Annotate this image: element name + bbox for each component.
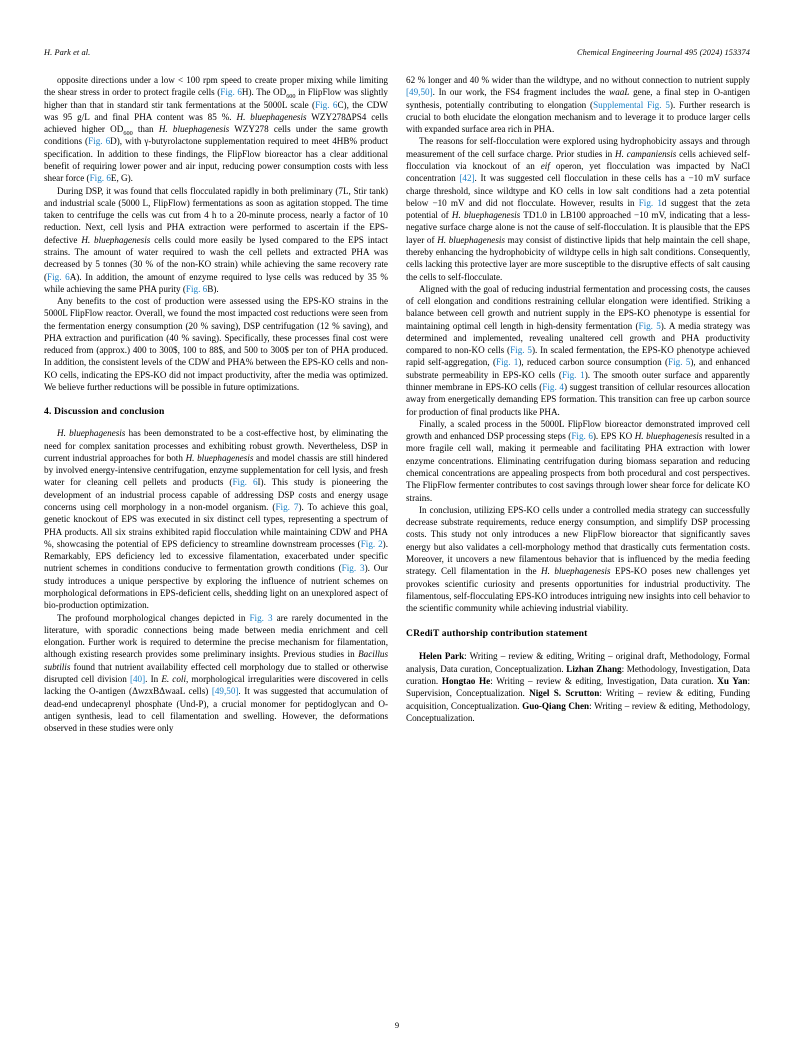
paragraph-in-conclusion: In conclusion, utilizing EPS-KO cells under a controlled media strategy can successfully decrease substrate requirements, reduce energy consumption, and simplify DSP processing costs. This study not only introduces a new FlipFlow bioreactor that significantly saves energy but also validates a cell-morphology method that drastically cuts fermentation costs. Moreover, it uncovers a new filamentous behavior that is influenced by the media feeding strategy. Cell filamentation in the H. bluephagenesis EPS-KO poses new challenges yet provokes scientific curiosity and presents opportunities for industrial productivity. The filamentous, self-flocculating EPS-KO introduces intriguing new insights into cell behavior to the scientific community while achieving industrial viability.	[406, 504, 750, 614]
paragraph-reducing-industrial-fermentation: Aligned with the goal of reducing industrial fermentation and processing costs, the causes of cell elongation and conditions restraining cellular elongation were identified. Striking a balance between cell growth and nutrient supply in the EPS-KO phenotype is essential for maintaining optimal cell length in high-density fermentation (Fig. 5). A media strategy was determined and implemented, revealing unaltered cell growth and PHA productivity compared to non-KO cells (Fig. 5). In scaled fermentation, the EPS-KO phenotype achieved rapid self-aggregation, (Fig. 1), reduced carbon source consumption (Fig. 5), and enhanced substrate permeability in EPS-KO cells (Fig. 1). The smooth outer surface and apparently thinner membrane in EPS-KO cells (Fig. 4) suggest transition of cellular resources allocation away from energetically demanding EPS formation. This transition can free up carbon source for production of final products like PHA.	[406, 283, 750, 417]
page-number: 9	[394, 1020, 400, 1030]
running-head-journal: Chemical Engineering Journal 495 (2024) 153374	[576, 48, 750, 57]
section-heading-credit-statement: CRediT authorship contribution statement	[406, 628, 588, 640]
paragraph-scaled-process-flipflow: Finally, a scaled process in the 5000L FlipFlow bioreactor demonstrated improved cell growth and enhanced DSP processing steps (Fig. 6). EPS KO H. bluephagenesis resulted in a more fragile cell wall, making it permeable and facilitating PHA extraction with lower enzyme concentrations. Eliminating centrifugation during biomass separation and reducing chemical concentrations are appealing prospects from both procedural and cost perspectives. The FlipFlow fermenter contributes to cost savings through lower shear force for delicate KO strains.	[406, 418, 750, 503]
running-head-author: H. Park et al.	[44, 48, 91, 57]
paragraph-cost-effective-host: H. bluephagenesis has been demonstrated to be a cost-effective host, by eliminating the need for complex sanitation processes and exhibiting robust growth. Nevertheless, DSP in current industrial approaches for both H. bluephagenesis and model chassis are still hindered by involved energy-intensive centrifugation, enzyme supplementation for cell lysis, and fresh water for cleaning cell pellets and products (Fig. 6I). This study is pioneering the development of an industrial process capable of addressing DSP costs and energy usage concerns using cell morphology in a non-model organism. (Fig. 7). To achieve this goal, genetic knockout of EPS was executed in six distinct cell types, representing a spectrum of PHA products. All six strains exhibited rapid flocculation while maintaining CDW and PHA %, showcasing the potential of EPS deficiency to streamline downstream processes (Fig. 2). Remarkably, EPS deficiency led to excessive filamentation, exacerbated under specific nutrient schemes in conditions conducive to fermentation growth conditions (Fig. 3). Our study introduces a unique perspective by exploring the influence of nutrient schemes on morphological deformations in EPS-deficient cells, shedding light on an unexplored aspect of bio-production optimization.	[44, 428, 388, 611]
right-column	[406, 74, 750, 734]
running-head	[44, 48, 750, 62]
paragraph-during-dsp: During DSP, it was found that cells flocculated rapidly in both preliminary (7L, Stir tank) and industrial scale (5000 L, FlipFlow) fermentations as soon as agitation stopped. The time taken to centrifuge the cells was cut from 4 h to a 20-minute process, nearly a factor of 10 reduction. Next, cell lysis and PHA extraction were performed to ascertain if the EPS-defective H. bluephagenesis cells could more easily be lysed compared to the EPS intact strains. The amount of water required to wash the cell pellets and extracted PHA was decreased by 5 tonnes (30 % of the non-KO strain) while achieving the same recovery rate (Fig. 6A). In addition, the amount of enzyme required to lyse cells was reduced by 35 % while achieving the same PHA purity (Fig. 6B).	[44, 185, 389, 294]
left-column	[44, 74, 388, 734]
paragraph-self-flocculation-reasons: The reasons for self-flocculation were explored using hydrophobicity assays and through measurement of the cell surface charge. Prior studies in H. campaniensis cells achieved self-flocculation via knockout of an eif operon, yet flocculation was impacted by NaCl concentration [42]. It was suggested cell flocculation in these cells has a −10 mV surface charge threshold, since wildtype and KO cells in low salt conditions had a zeta potential below −10 mV and did not flocculate. However, results in Fig. 1d suggest that the zeta potential of H. bluephagenesis TD1.0 in LB100 approached −10 mV, indicating that a less-negative surface charge alone is not the cause of self-flocculation. It is plausible that the EPS layer of H. bluephagenesis may consist of distinctive lipids that help maintain the cell shape, thereby enhancing the hydrophobicity of wildtype cells in high salt conditions. Consequently, cells lacking this protective layer are more susceptible to the disruptive effects of salt causing the cells to self-flocculate.	[406, 136, 751, 282]
paragraph-continued-opposite-directions: opposite directions under a low < 100 rpm speed to create proper mixing while limiting the shear stress in order to protect fragile cells (Fig. 6H). The $OD_{600}$ in FlipFlow was slightly higher than that in standard stir tank fermentations at the 5000L scale (Fig. 6C), the CDW was 95 g/L and final PHA content was 85 %. H. bluephagenesis WZY278ΔPS4 cells achieved higher $OD_{600}$ than H. bluephagenesis WZY278 cells under the same growth conditions (Fig. 6D), with γ-butyrolactone supplementation required to meet 4HB% product specification. In addition to these findings, the FlipFlow bioreactor has a clear additional benefit of requiring lower power and air input, reducing power consumption costs with less shear force (Fig. 6E, G).	[44, 75, 388, 184]
paragraph-credit-author-contributions: Helen Park: Writing – review & editing, Writing – original draft, Methodology, Formal analysis, Data curation, Conceptualization. Lizhan Zhang: Methodology, Investigation, Data curation. Hongtao He: Writing – review & editing, Investigation, Data curation. Xu Yan: Supervision, Conceptualization. Nigel S. Scrutton: Writing – review & editing, Funding acquisition, Conceptualization. Guo-Qiang Chen: Writing – review & editing, Methodology, Conceptualization.	[406, 651, 751, 723]
paragraph-morphological-changes: The profound morphological changes depicted in Fig. 3 are rarely documented in the literature, with sporadic connections being made between media enrichment and cell elongation. Further work is required to determine the precise mechanism for filamentation, although existing research provides some preliminary insights. Previous studies in Bacillus subtilis found that nutrient availability effected cell morphology due to stalled or otherwise disrupted cell division [40]. In E. coli, morphological irregularities were discovered in cells lacking the O-antigen (ΔwzxBΔwaaL cells) [49,50]. It was suggested that accumulation of dead-end undecaprenyl phosphate (Und-P), a crucial monomer for peptidoglycan and O-antigen synthesis, lead to cell filamentation and swelling. However, the deformations observed in these studies were only	[44, 612, 388, 734]
paragraph-cost-of-production: Any benefits to the cost of production were assessed using the EPS-KO strains in the 5000L FlipFlow reactor. Overall, we found the most impacted cost reductions were seen from the fermentation energy consumption (20 % saving), DSP centrifugation (12 % saving), and PHA extraction and purification (40 % saving). Specifically, these processes final cost were reduced from (approx.) 400 to 300$, 100 to 88$, and 500 to 300$ per ton of PHA produced. In addition, the consistent levels of the CDW and PHA% between the EPS-KO cells and non-KO cells, indicating the EPS-KO did not impact productivity, after the media was optimized. We believe further reductions will be possible in future optimizations.	[44, 296, 388, 393]
section-heading-discussion-conclusion: 4. Discussion and conclusion	[44, 406, 165, 418]
two-column-body	[44, 74, 750, 734]
paragraph-continued-62-percent-longer: 62 % longer and 40 % wider than the wildtype, and no without connection to nutrient supply [49,50]. In our work, the FS4 fragment includes the waaL gene, a final step in O-antigen synthesis, potentially contributing to elongation (Supplemental Fig. 5). Further research is crucial to both elucidate the elongation mechanism and to leverage it to produce larger cells with expanded surface area rich in PHA.	[406, 75, 751, 135]
